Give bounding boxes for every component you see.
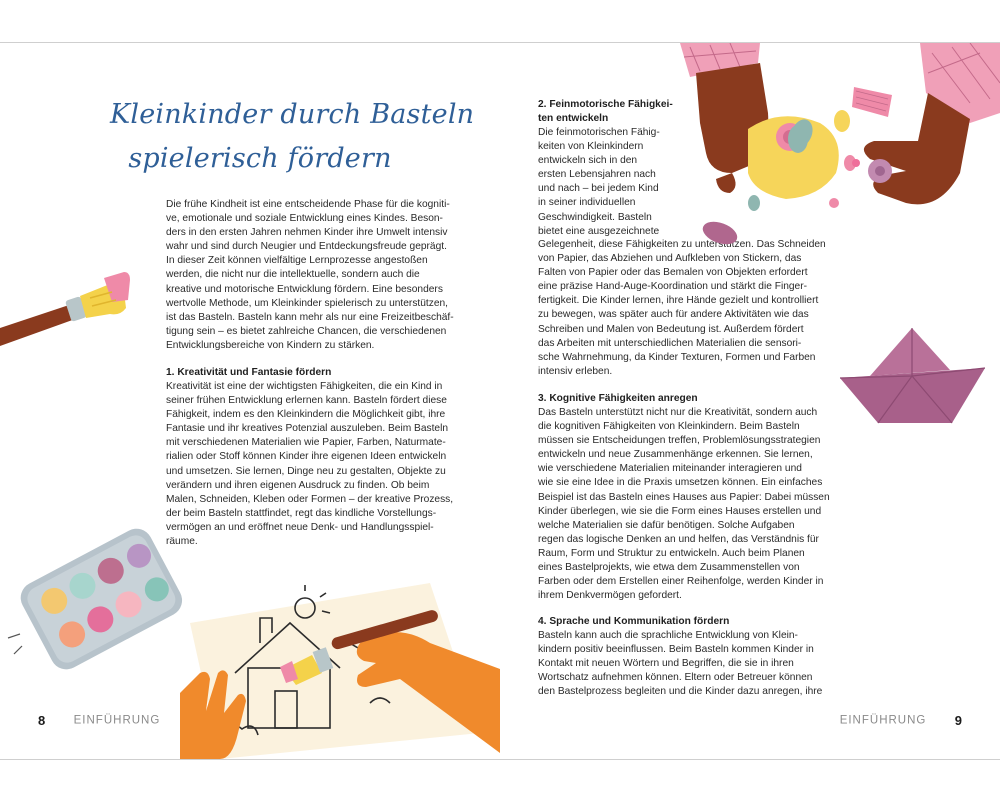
right-page-number: 9 bbox=[954, 713, 962, 728]
section-1-text: Kreativität ist eine der wichtigsten Fähigkeiten, die ein Kind in seiner frühen Entwicklung erlernen kann. Basteln fördert diese Fähigkeit, indem es den Kleinkindern die Möglichkeit gibt, ihre Fantasie und ihr kreatives Potenzial auszuleben. Beim Basteln mit verschiedenen Materialien wie Papier, Farben, Naturmate- rialien oder Stoff können Kinder ihre eigenen Ideen entwickeln und umsetzen. Sie lernen, Dinge neu zu gestalten, Objekte zu verändern und ihren eigenen Ausdruck zu finden. Ob beim Malen, Schneiden, Kleben oder Formen – der kreative Prozess, der beim Basteln stattfindet, regt das kindliche Vorstellungs- vermögen an und eröffnet neue Denk- und Handlungsspiel- räume. bbox=[166, 381, 454, 548]
section-2-heading: 2. Feinmotorische Fähigkei- ten entwickeln bbox=[538, 99, 673, 125]
watercolor-palette-illustration bbox=[8, 528, 188, 668]
book-spread bbox=[0, 42, 1000, 760]
right-running-head: EINFÜHRUNG bbox=[839, 714, 927, 727]
right-page bbox=[500, 43, 1000, 759]
section-2-text-narrow: Die feinmotorischen Fähig- keiten von Kleinkindern entwickeln sich in den ersten Lebensjahren nach und nach – bei jedem Kind in seiner individuellen Geschwindigkeit. Basteln bietet eine ausgezeichnete bbox=[538, 127, 660, 237]
hands-playdough-illustration bbox=[670, 43, 1000, 253]
child-painting-house-illustration bbox=[180, 583, 500, 759]
paintbrush-illustration bbox=[0, 268, 140, 348]
title-line-1: Kleinkinder durch Basteln bbox=[110, 99, 475, 130]
section-3-heading: 3. Kognitive Fähigkeiten anregen bbox=[538, 393, 698, 404]
right-page-footer bbox=[840, 713, 962, 728]
left-running-head: EINFÜHRUNG bbox=[73, 714, 161, 727]
page-title bbox=[110, 93, 475, 181]
section-4-text: Basteln kann auch die sprachliche Entwicklung von Klein- kindern positiv beeinflussen. Beim Basteln kommen Kinder in Kontakt mit neuen Wörtern und Begriffen, die sie in ihren Wortschatz aufnehmen können. Eltern oder Betreuer können den Bastelprozess begleiten und die Kinder dazu anregen, ihre bbox=[538, 630, 823, 698]
section-3-text: Das Basteln unterstützt nicht nur die Kreativität, sondern auch die kognitiven Fähigkeiten von Kleinkindern. Beim Basteln müssen sie Entscheidungen treffen, Problemlösungsstrategien entwickeln und neue Zusammenhänge erkennen. Sie lernen, wie verschiedene Materialien miteinander interagieren und wie sie eine Idee in die Praxis umsetzen können. Ein einfaches Beispiel ist das Basteln eines Hauses aus Papier: Dabei müssen Kinder überlegen, wie sie die Form eines Hauses erstellen und welche Materialien sie dafür benötigen. Solche Aufgaben regen das logische Denken an und helfen, das Verständnis für Raum, Form und Struktur zu entwickeln. Auch beim Planen eines Bastelprojekts, wie etwa dem Zusammenstellen von Farben oder dem Erstellen einer Reihenfolge, werden Kinder in ihrem Denkvermögen gefordert. bbox=[538, 407, 830, 602]
left-page-footer bbox=[38, 713, 160, 728]
section-1-heading: 1. Kreativität und Fantasie fördern bbox=[166, 367, 332, 378]
paper-boat-illustration bbox=[840, 328, 985, 423]
section-4-heading: 4. Sprache und Kommunikation fördern bbox=[538, 616, 730, 627]
intro-paragraph: Die frühe Kindheit ist eine entscheidende Phase für die kogniti- ve, emotionale und soziale Entwicklung eines Kindes. Beson- ders in den ersten Jahren nehmen Kinder ihre Umwelt intensiv wahr und sind durch Neugier und Entdeckungsfreude geprägt. In dieser Zeit können vielfältige Lernprozesse angestoßen werden, die nicht nur die intellektuelle, sondern auch die kreative und motorische Entwicklung fördern. Eine besonders wertvolle Methode, um Kleinkinder spielerisch zu unterstützen, ist das Basteln. Basteln kann mehr als nur eine Freizeitbeschäf- tigung sein – es bietet zahlreiche Chancen, die verschiedenen Entwicklungsbereiche von Kindern zu stärken. bbox=[166, 199, 454, 351]
title-line-2: spielerisch fördern bbox=[128, 143, 392, 174]
section-2-text-wide: Gelegenheit, diese Fähigkeiten zu unterstützen. Das Schneiden von Papier, das Abziehen und Aufkleben von Stickern, das Falten von Papier oder das Bemalen von Objekten erfordert eine präzise Hand-Auge-Koordination und stärkt die Finger- fertigkeit. Die Kinder lernen, ihre Hände gezielt und kontrolliert zu bewegen, was später auch für andere Aktivitäten wie das Schreiben und Malen von Bedeutung ist. Außerdem fördert das Arbeiten mit unterschiedlichen Materialien die sensori- sche Wahrnehmung, da Kinder Texturen, Formen und Farben intensiv erleben. bbox=[538, 239, 826, 377]
left-page-number: 8 bbox=[38, 713, 46, 728]
left-page bbox=[0, 43, 500, 759]
